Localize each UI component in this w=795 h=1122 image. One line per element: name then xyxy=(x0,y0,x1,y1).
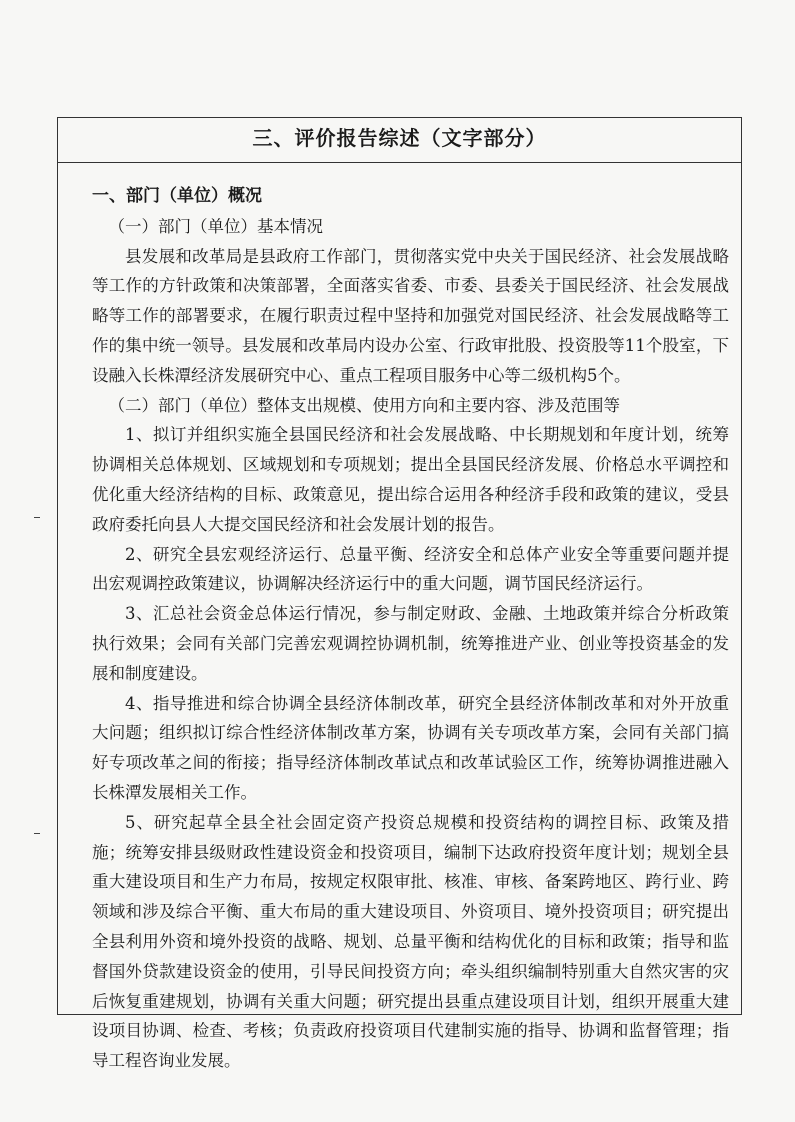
report-body xyxy=(92,182,729,1076)
section-heading: 一、部门（单位）概况 xyxy=(92,186,262,206)
list-item: 1、拟订并组织实施全县国民经济和社会发展战略、中长期规划和年度计划，统筹协调相关总体规划、区域规划和专项规划；提出全县国民经济发展、价格总水平调控和优化重大经济结构的目标、政策意见，提出综合运用各种经济手段和政策的建议，受县政府委托向县人大提交国民经济和社会发展计划的报告。 xyxy=(92,425,729,534)
binding-mark-top xyxy=(34,517,40,518)
list-item: 3、汇总社会资金总体运行情况，参与制定财政、金融、土地政策并综合分析政策执行效果；会同有关部门完善宏观调控协调机制，统筹推进产业、创业等投资基金的发展和制度建设。 xyxy=(92,604,729,683)
subsection-heading-1: （一）部门（单位）基本情况 xyxy=(108,216,323,236)
subsection-heading-2: （二）部门（单位）整体支出规模、使用方向和主要内容、涉及范围等 xyxy=(108,395,620,415)
list-item: 4、指导推进和综合协调全县经济体制改革，研究全县经济体制改革和对外开放重大问题；组织拟订综合性经济体制改革方案，协调有关专项改革方案，会同有关部门搞好专项改革之间的衔接；指导经济体制改革试点和改革试验区工作，统筹协调推进融入长株潭发展相关工作。 xyxy=(92,693,729,802)
paragraph-basic-info: 县发展和改革局是县政府工作部门，贯彻落实党中央关于国民经济、社会发展战略等工作的方针政策和决策部署，全面落实省委、市委、县委关于国民经济、社会发展战略等工作的部署要求，在履行职责过程中坚持和加强党对国民经济、社会发展战略等工作的集中统一领导。县发展和改革局内设办公室、行政审批股、投资股等11个股室，下设融入长株潭经济发展研究中心、重点工程项目服务中心等二级机构5个。 xyxy=(92,246,729,385)
binding-mark-bottom xyxy=(34,833,40,834)
list-item: 2、研究全县宏观经济运行、总量平衡、经济安全和总体产业安全等重要问题并提出宏观调控政策建议，协调解决经济运行中的重大问题，调节国民经济运行。 xyxy=(92,544,729,594)
title-divider xyxy=(58,162,741,163)
list-item: 5、研究起草全县全社会固定资产投资总规模和投资结构的调控目标、政策及措施；统筹安排县级财政性建设资金和投资项目，编制下达政府投资年度计划；规划全县重大建设项目和生产力布局，按规定权限审批、核准、审核、备案跨地区、跨行业、跨领域和涉及综合平衡、重大布局的重大建设项目、外资项目、境外投资项目；研究提出全县利用外资和境外投资的战略、规划、总量平衡和结构优化的目标和政策；指导和监督国外贷款建设资金的使用，引导民间投资方向；牵头组织编制特别重大自然灾害的灾后恢复重建规划，协调有关重大问题；研究提出县重点建设项目计划，组织开展重大建设项目协调、检查、考核；负责政府投资项目代建制实施的指导、协调和监督管理；指导工程咨询业发展。 xyxy=(92,812,729,1071)
report-frame xyxy=(57,117,742,1071)
page-title: 三、评价报告综述（文字部分） xyxy=(252,126,547,150)
